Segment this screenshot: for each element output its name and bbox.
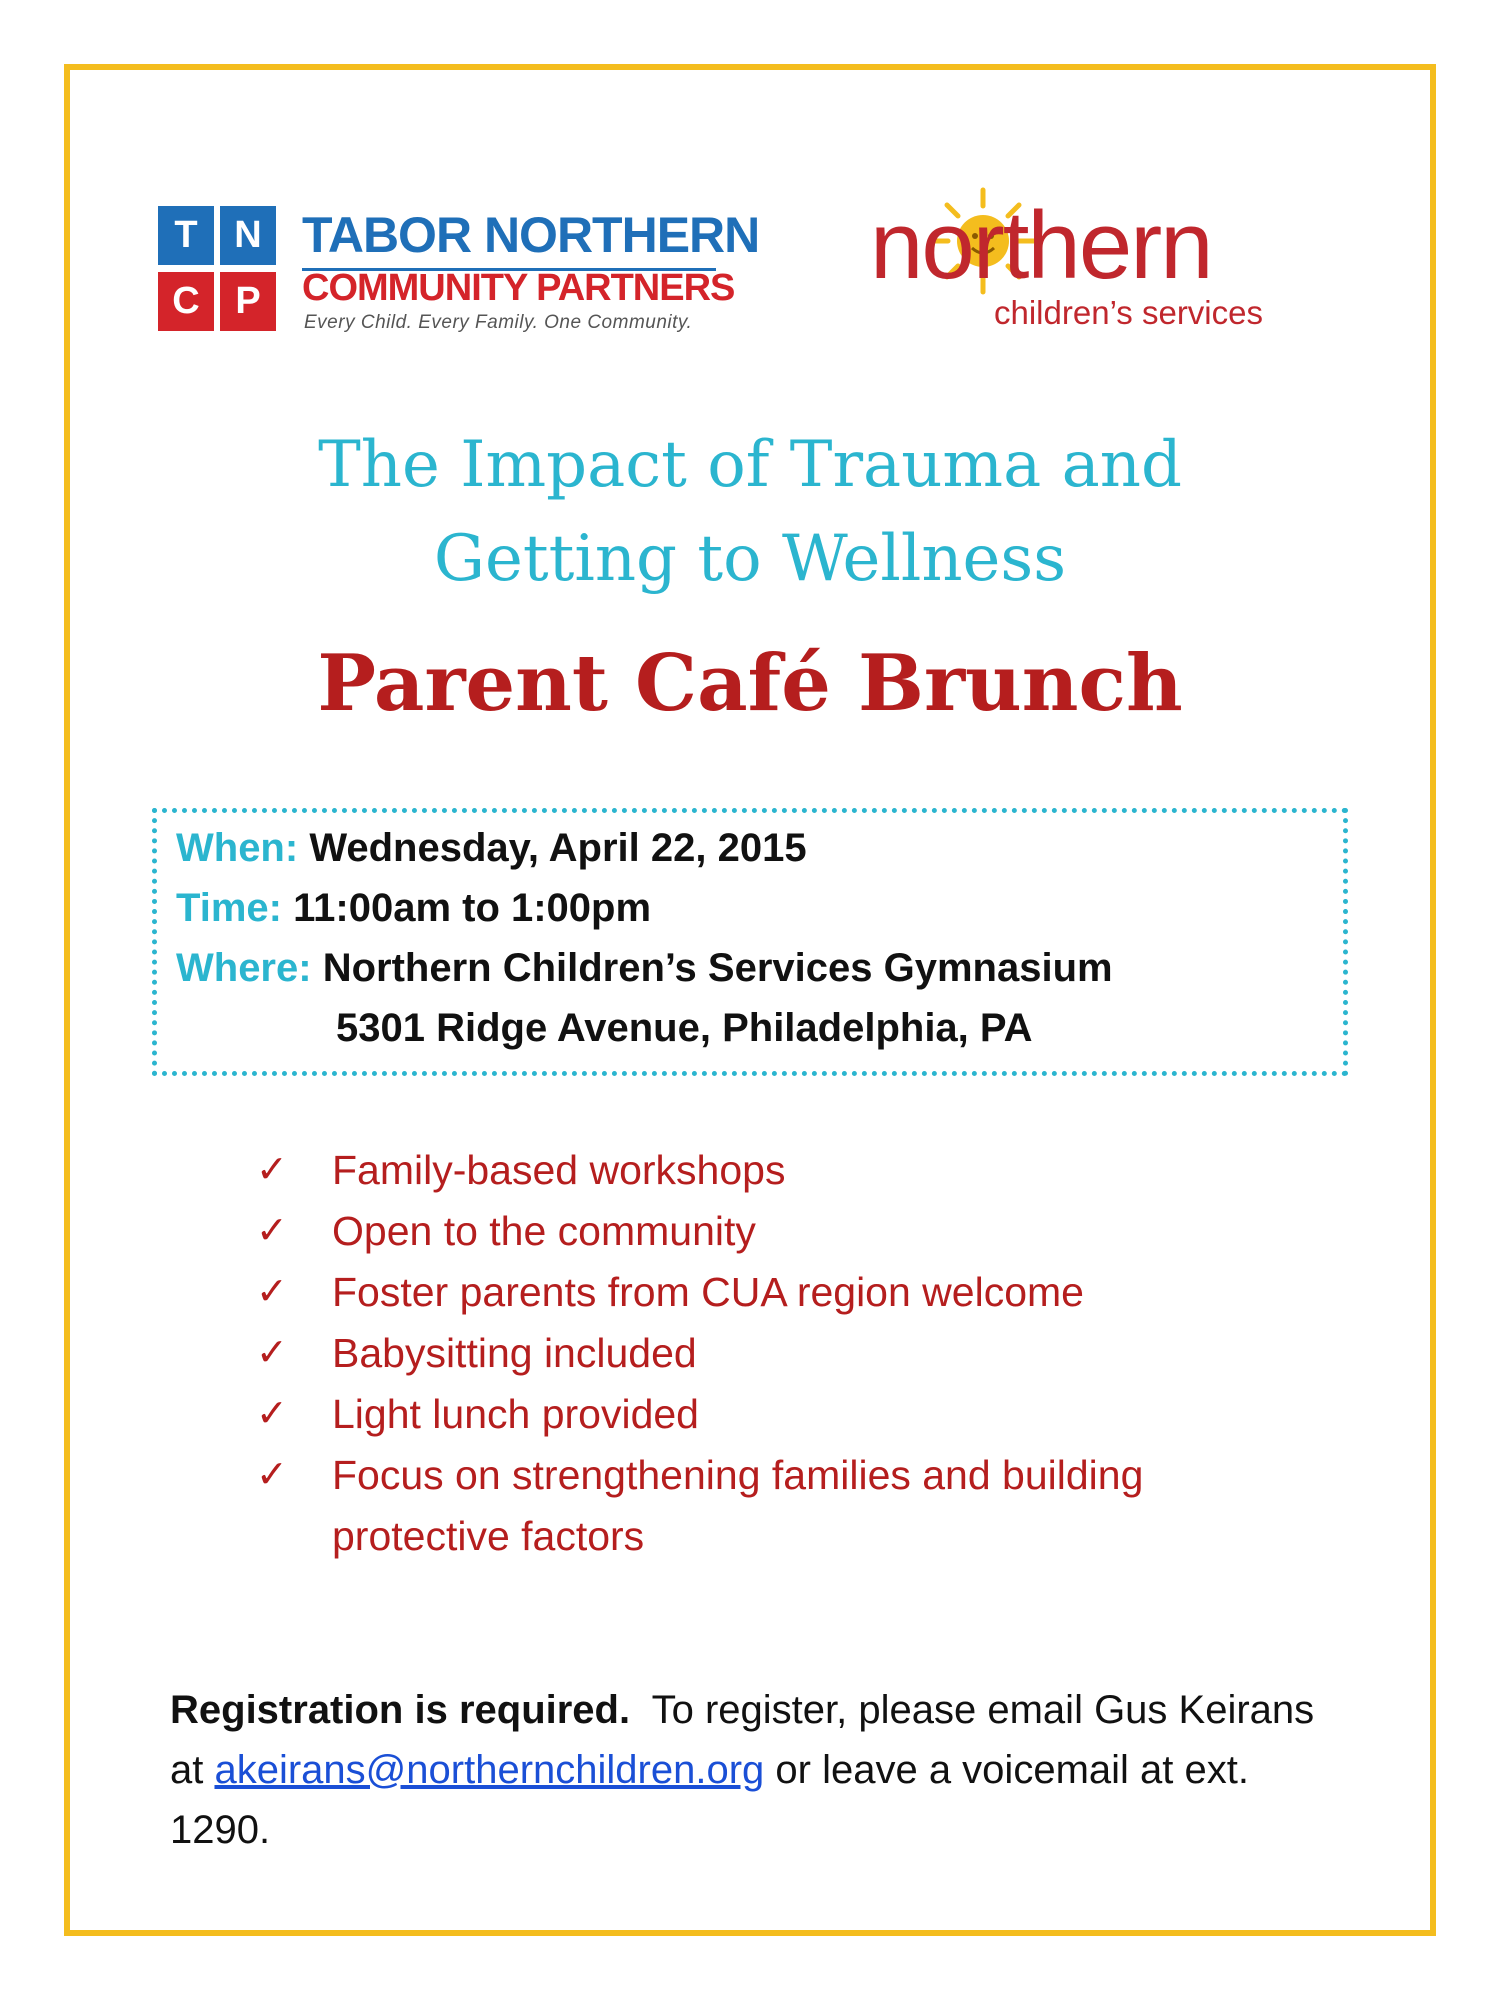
northern-logo-subtitle: children’s services — [994, 294, 1263, 331]
checkmark-icon: ✓ — [256, 1210, 288, 1252]
time-value: 11:00am to 1:00pm — [293, 886, 652, 930]
checkmark-icon: ✓ — [256, 1393, 288, 1435]
title-line-2: Getting to Wellness — [433, 522, 1067, 596]
northern-logo-word: northern — [870, 192, 1212, 299]
tncp-name-line2: COMMUNITY PARTNERS — [302, 267, 735, 309]
checkmark-icon: ✓ — [256, 1454, 288, 1496]
address-value: 5301 Ridge Avenue, Philadelphia, PA — [336, 1006, 1033, 1050]
checkmark-icon: ✓ — [256, 1271, 288, 1313]
time-label: Time: — [176, 886, 282, 930]
bullet-text: Focus on strengthening families and building protective factors — [332, 1452, 1144, 1559]
tncp-name-line1: TABOR NORTHERN — [302, 207, 760, 263]
checkmark-icon: ✓ — [256, 1332, 288, 1374]
title-line-1: The Impact of Trauma and — [318, 428, 1182, 502]
list-item — [256, 1201, 1316, 1262]
when-value: Wednesday, April 22, 2015 — [309, 826, 807, 870]
tncp-tagline: Every Child. Every Family. One Community. — [304, 312, 693, 333]
registration-email-link[interactable]: akeirans@northernchildren.org — [214, 1748, 765, 1792]
event-subtitle: Parent Café Brunch — [317, 638, 1183, 729]
where-value: Northern Children’s Services Gymnasium — [322, 946, 1113, 990]
feature-list — [256, 1140, 1316, 1567]
tncp-letter-c: C — [158, 272, 214, 331]
tncp-letter-n: N — [220, 206, 276, 265]
bullet-text: Light lunch provided — [332, 1391, 699, 1437]
where-row — [176, 946, 1113, 991]
tncp-logo-grid — [158, 206, 278, 332]
when-row — [176, 826, 807, 871]
registration-text-before: To register, please email Gus Keirans at — [170, 1688, 1315, 1792]
bullet-text: Family-based workshops — [332, 1147, 786, 1193]
where-label: Where: — [176, 946, 312, 990]
checkmark-icon: ✓ — [256, 1149, 288, 1191]
bullet-text: Foster parents from CUA region welcome — [332, 1269, 1084, 1315]
list-item — [256, 1262, 1316, 1323]
list-item — [256, 1140, 1316, 1201]
list-item — [256, 1384, 1316, 1445]
when-label: When: — [176, 826, 299, 870]
time-row — [176, 886, 651, 931]
list-item — [256, 1445, 1316, 1567]
bullet-text: Open to the community — [332, 1208, 756, 1254]
registration-text-after: or leave a voicemail at ext. 1290. — [170, 1748, 1249, 1852]
list-item — [256, 1323, 1316, 1384]
registration-paragraph — [170, 1680, 1320, 1860]
registration-required: Registration is required. — [170, 1688, 631, 1732]
bullet-text: Babysitting included — [332, 1330, 697, 1376]
tncp-letter-t: T — [158, 206, 214, 265]
tncp-letter-p: P — [220, 272, 276, 331]
